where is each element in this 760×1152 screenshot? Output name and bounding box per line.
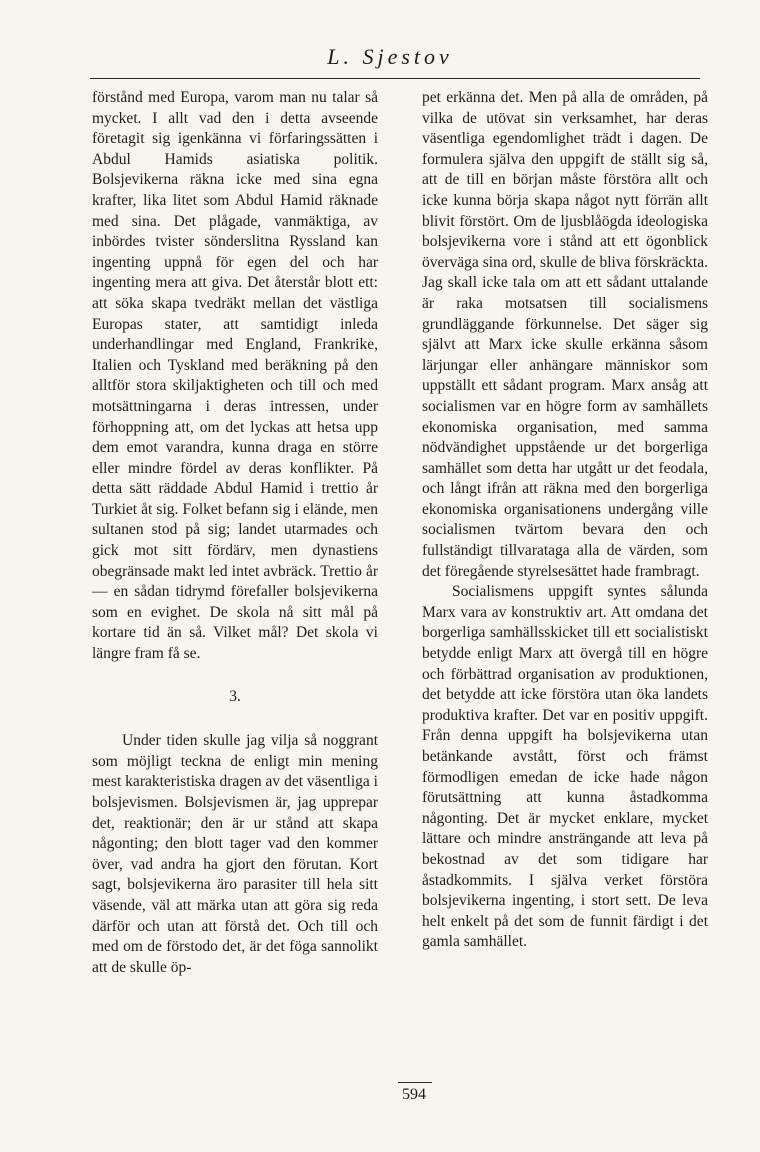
page-number: 594 — [402, 1086, 426, 1103]
running-title: L. Sjestov — [327, 44, 453, 69]
header-rule — [90, 78, 700, 79]
section-number: 3. — [229, 687, 241, 705]
left-paragraph-1: förstånd med Europa, varom man nu talar så mycket. I allt vad den i detta avseende företagit sig igenkänna vi förfaringssätten i Abdul Hamids asiatiska politik. Bolsjevikerna räkna icke med sina egna krafter, lika litet som Abdul Hamid räknade med sina. Det plågade, vanmäktiga, av inbördes tvister sönderslitna Ryssland kan ingenting uppnå för egen del och har ingenting mera att giva. Det återstår blott ett: att söka skapa tvedräkt mellan det västliga Europas stater, att samtidigt inleda underhandlingar med England, Frankrike, Italien och Tyskland med beräkning på den alltför stora skiljaktigheten och till och med motsättningarna i deras intressen, under förhoppning att, om det lyckas att hetsa upp dem emot varandra, kunna draga en större eller mindre fördel av deras konflikter. På detta sätt räddade Abdul Hamid i trettio år Turkiet åt sig. Folket befann sig i elände, men sultanen stod på sig; landet utarmades och gick mot sitt fördärv, men dynastiens obegränsade makt led intet avbräck. Trettio år — en sådan tidrymd förefaller bolsjevikerna som en evighet. De skola nå sitt mål på kortare tid än så. Vilket mål? Det skola vi längre fram få se. — [92, 89, 378, 663]
left-column — [92, 88, 378, 978]
right-column — [422, 88, 708, 953]
right-paragraph-2: Socialismens uppgift syntes sålunda Marx vara av konstruktiv art. Att omdana det borgerliga samhällsskicket till ett socialistiskt betydde enligt Marx att övergå till en högre och förbättrad organisation av produktionen, det betydde att icke förstöra utan öka landets produktiva krafter. Det var en positiv uppgift. Från denna uppgift ha bolsjevikerna utan betänkande avstått, först och främst förmodligen emedan de icke hade någon förutsättning att kunna åstadkomma någonting. Det är mycket enklare, mycket lättare och mindre ansträngande att leva på bekostnad av det som tidigare har åstadkommits. I själva verket förstöra bolsjevikerna ingenting, i stort sett. De leva helt enkelt på det som de funnit färdigt i det gamla samhället. — [422, 583, 708, 951]
left-paragraph-2: Under tiden skulle jag vilja så noggrant som möjligt teckna de enligt min mening mest karakteristiska dragen av det väsentliga i bolsjevismen. Bolsjevismen är, jag upprepar det, reaktionär; den är ur stånd att skapa någonting; den blott tager vad den kommer över, vad andra ha gjort den förutan. Kort sagt, bolsjevikerna äro parasiter till hela sitt väsende, väl att märka utan att göra sig reda därför och utan att förstå det. Och till och med om de förstodo det, är det föga sannolikt att de skulle öp- — [92, 732, 378, 976]
footer-rule — [398, 1082, 432, 1083]
right-paragraph-1: pet erkänna det. Men på alla de områden, på vilka de utövat sin verksamhet, har deras väsentliga egendomlighet trädt i dagen. De formulera själva den uppgift de ställt sig så, att de till en början måste förstöra allt och icke kunna börja skapa något nytt förrän allt blivit förstört. Om de ljusblåögda ideologiska bolsjevikerna vore i stånd att ett ögonblick överväga sina ord, skulle de bliva förskräckta. Jag skall icke tala om att ett sådant uttalande är raka motsatsen till socialismens grundläggande förkunnelse. Det säger sig självt att Marx icke skulle erkänna såsom lärjungar eller anhängare människor som uppställt ett sådant program. Marx ansåg att socialismen var en högre form av samhällets ekonomiska organisation, med samma nödvändighet uppstående ur det borgerliga samhället som detta har utgått ur det feodala, och långt ifrån att räkna med den borgerliga ekonomiska organisationens undergång ville socialismen tvärtom bevara den och fullständigt tillvarataga alla de värden, som det föregående styrelsesättet hade frambragt. — [422, 89, 708, 580]
